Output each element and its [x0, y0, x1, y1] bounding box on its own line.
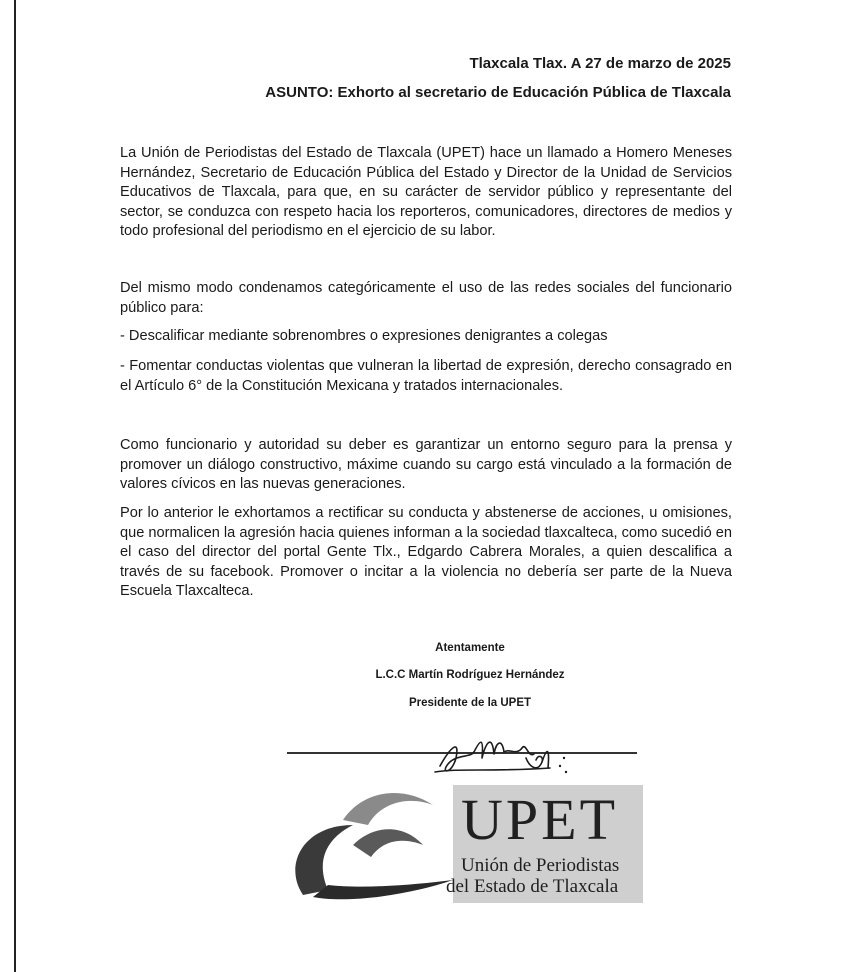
paragraph-4: Por lo anterior le exhortamos a rectificar su conducta y abstenerse de acciones, u omisiones, que normalicen la agresión hacia quienes informan a la sociedad tlaxcalteca, como sucedió en el caso del director del portal Gente Tlx., Edgardo Cabrera Morales, a quien descalifica a través de su facebook. Promover o incitar a la violencia no debería ser parte de la Nueva Escuela Tlaxcalteca.: [120, 505, 732, 599]
logo-title: UPET: [461, 787, 618, 852]
paragraph-3: Como funcionario y autoridad su deber es garantizar un entorno seguro para la prensa y promover un diálogo constructivo, máxime cuando su cargo está vinculado a la formación de valores cívicos en las nuevas generaciones.: [120, 437, 732, 492]
logo-subtitle-1: Unión de Periodistas: [461, 855, 620, 876]
letter-subject: ASUNTO: Exhorto al secretario de Educación Pública de Tlaxcala: [265, 84, 731, 101]
letter-date: Tlaxcala Tlax. A 27 de marzo de 2025: [469, 55, 731, 72]
page-border: [14, 0, 16, 972]
bullet-2: - Fomentar conductas violentas que vulneran la libertad de expresión, derecho consagrado en el Artículo 6° de la Constitución Mexicana y tratados internacionales.: [120, 358, 732, 394]
signer-name: L.C.C Martín Rodríguez Hernández: [375, 669, 565, 681]
upet-logo: [283, 785, 643, 903]
logo-subtitle-2: del Estado de Tlaxcala: [446, 876, 619, 897]
closing-text: Atentamente: [435, 642, 505, 654]
handwritten-signature: [430, 728, 590, 788]
bullet-1: - Descalificar mediante sobrenombres o expresiones denigrantes a colegas: [120, 328, 608, 344]
paragraph-2: Del mismo modo condenamos categóricamente el uso de las redes sociales del funcionario público para:: [120, 280, 732, 316]
paragraph-1: La Unión de Periodistas del Estado de Tlaxcala (UPET) hace un llamado a Homero Meneses Hernández, Secretario de Educación Pública del Estado y Director de la Unidad de Servicios Educativos de Tlaxcala, para que, en su carácter de servidor público y representante del sector, se conduzca con respeto hacia los reporteros, comunicadores, directores de medios y todo profesional del periodismo en el ejercicio de su labor.: [120, 145, 732, 239]
signer-role: Presidente de la UPET: [408, 697, 532, 709]
